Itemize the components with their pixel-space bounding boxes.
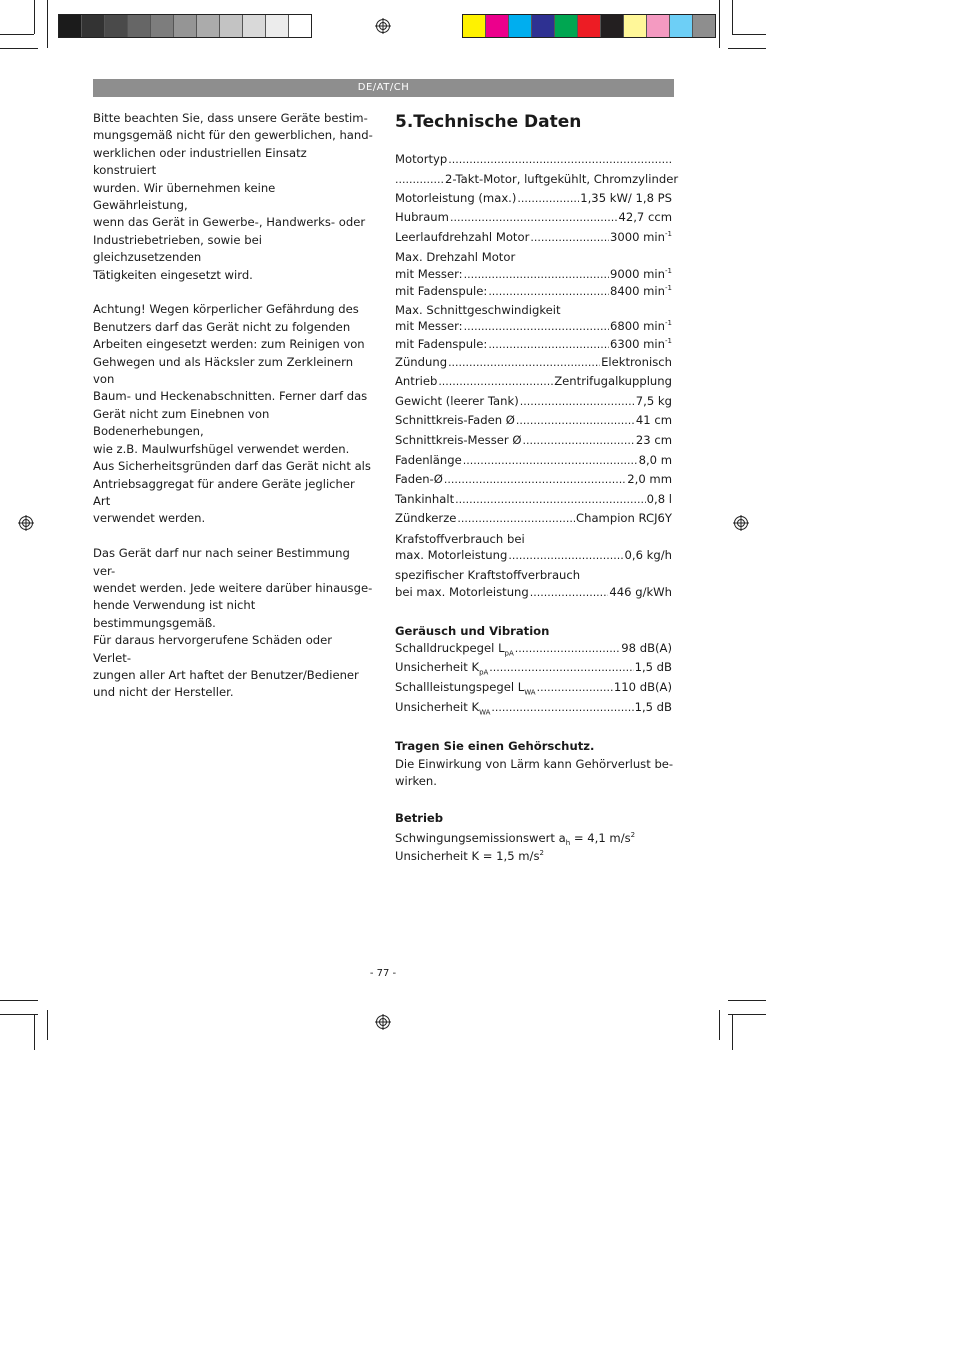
spec-value	[627, 472, 672, 486]
spec-label	[395, 230, 529, 244]
superscript: -1	[665, 284, 672, 293]
spec-value-text: Champion RCJ6Y	[576, 511, 672, 526]
text-line: Baum- und Heckenabschnitten. Ferner darf das	[93, 389, 368, 404]
spec-value-text: Elektronisch	[601, 354, 672, 369]
spec-value	[610, 337, 672, 351]
spec-row	[395, 337, 672, 355]
spec-value	[635, 700, 672, 714]
spec-value: 0,6 kg/h	[624, 548, 672, 563]
spec-label-text: Hubraum	[395, 210, 449, 225]
spec-label	[395, 680, 536, 696]
spec-label	[395, 413, 515, 427]
spec-value-text: 41 cm	[635, 413, 672, 428]
spec-label-text: Leerlaufdrehzahl Motor	[395, 229, 530, 244]
gray-swatch	[174, 15, 197, 37]
noise-heading: Geräusch und Vibration	[395, 624, 550, 639]
superscript: -1	[665, 266, 672, 275]
spec-row	[395, 492, 672, 512]
spec-value-text: 23 cm	[635, 432, 672, 447]
spec-label	[395, 472, 443, 486]
region-label: DE/AT/CH	[357, 82, 410, 93]
text-part: Schwingungsemissionswert a	[395, 831, 566, 846]
spec-value	[618, 210, 672, 224]
spec-value	[610, 267, 672, 281]
subscript: h	[565, 839, 571, 848]
spec-row-kraftstoff	[395, 548, 672, 567]
text-line: wie z.B. Maulwurfshügel verwendet werden.	[93, 441, 350, 456]
spec-value	[580, 191, 672, 205]
spec-label-text: Fadenlänge	[395, 452, 462, 467]
color-swatch	[624, 15, 647, 37]
spec-value	[554, 374, 672, 388]
spec-value-text: 110 dB(A)	[613, 680, 672, 695]
color-swatch	[486, 15, 509, 37]
text-line: Achtung! Wegen körperlicher Gefährdung des	[93, 302, 359, 317]
spec-row-motortyp	[395, 152, 672, 172]
spec-label	[395, 641, 514, 657]
gray-swatch	[220, 15, 243, 37]
spec-value-text: Zentrifugalkupplung	[554, 374, 672, 389]
gray-swatch	[105, 15, 128, 37]
spec-list-schnitt	[395, 319, 672, 354]
spec-row	[395, 700, 672, 720]
spec-value-text: 42,7 ccm	[618, 210, 672, 225]
spec-row	[395, 267, 672, 285]
spec-label: max. Motorleistung	[395, 548, 508, 563]
text-line: Das Gerät darf nur nach seiner Bestimmung ver-	[93, 546, 350, 578]
text-line: werklichen oder industriellen Einsatz konstruiert	[93, 145, 307, 178]
gray-color-bar	[58, 14, 312, 38]
spec-list-motor	[395, 191, 672, 250]
vibration-value	[395, 827, 672, 848]
spec-value-text: 3000 min	[609, 229, 666, 244]
spec-row	[395, 284, 672, 302]
spec-label-text: Antrieb	[395, 374, 438, 389]
spec-value-text: 8,0 m	[638, 452, 672, 467]
spec-label-text: Faden-Ø	[395, 472, 443, 487]
spec-value	[639, 453, 672, 467]
spec-label	[395, 284, 487, 298]
color-swatch	[601, 15, 624, 37]
color-swatch	[693, 15, 715, 37]
spec-label-text: Schnittkreis-Messer Ø	[395, 432, 522, 447]
left-column	[93, 110, 373, 719]
text-line: und nicht der Hersteller.	[93, 685, 234, 700]
paragraph-liability	[93, 545, 373, 702]
spec-label	[395, 374, 437, 388]
text-line: Bitte beachten Sie, dass unsere Geräte bestim-	[93, 111, 368, 125]
spec-row	[395, 230, 672, 250]
spec-list-drehzahl	[395, 267, 672, 302]
spec-label	[395, 492, 454, 506]
spec-label	[395, 337, 487, 351]
text-line: zungen aller Art haftet der Benutzer/Bediener	[93, 667, 359, 682]
spec-label	[395, 191, 516, 205]
spec-value: 446 g/kWh	[609, 584, 672, 599]
spec-value-text: 6300 min	[609, 336, 666, 351]
text-line: Tätigkeiten eingesetzt wird.	[93, 267, 253, 282]
spec-value	[636, 413, 672, 427]
color-swatch	[555, 15, 578, 37]
spec-row-motortyp-value	[395, 171, 679, 191]
spec-label-text: Zündung	[395, 354, 448, 369]
subscript: pA	[479, 668, 489, 677]
paragraph-warning	[93, 301, 373, 527]
spec-value	[636, 433, 672, 447]
paragraph-usage	[93, 110, 373, 284]
text-line: Arbeiten eingesetzt werden: zum Reinigen von	[93, 337, 365, 352]
spec-value	[614, 680, 672, 694]
gray-swatch	[197, 15, 220, 37]
subscript: pA	[504, 649, 514, 658]
text-part: Unsicherheit K = 1,5 m/s	[395, 848, 540, 863]
gray-swatch	[151, 15, 174, 37]
spec-row	[395, 433, 672, 453]
technical-data-column	[395, 110, 679, 863]
spec-row	[395, 374, 672, 394]
spec-value-text: 1,5 dB	[634, 660, 672, 675]
spec-value	[636, 394, 672, 408]
spec-value	[576, 511, 672, 525]
text-line: Gehwegen und als Häcksler zum Zerkleinern von	[93, 354, 354, 387]
spec-value-text: 1,5 dB	[634, 699, 672, 714]
process-color-bar	[462, 14, 716, 38]
registration-mark-icon	[375, 1014, 391, 1030]
spec-value	[635, 660, 672, 674]
color-swatch	[532, 15, 555, 37]
superscript: -1	[665, 337, 672, 346]
superscript: -1	[665, 229, 672, 238]
spec-row	[395, 394, 672, 414]
text-line: wurden. Wir übernehmen keine Gewährleistung,	[93, 180, 276, 213]
text-line: Für daraus hervorgerufene Schäden oder Verlet-	[93, 633, 333, 665]
spec-label-text: Unsicherheit K	[395, 660, 480, 675]
spec-label-text: Unsicherheit K	[395, 699, 480, 714]
spec-label	[395, 394, 519, 408]
spec-row	[395, 511, 672, 531]
superscript: 2	[539, 848, 544, 857]
spec-label: Motortyp	[395, 152, 448, 166]
spec-row	[395, 355, 672, 375]
spec-label	[395, 355, 447, 369]
spec-value	[647, 492, 672, 506]
spec-row	[395, 413, 672, 433]
spec-row	[395, 319, 672, 337]
text-line: Benutzers darf das Gerät nicht zu folgenden	[93, 319, 351, 334]
gray-swatch	[289, 15, 311, 37]
gray-swatch	[266, 15, 289, 37]
spec-label-text: Gewicht (leerer Tank)	[395, 393, 519, 408]
text-line: Industriebetrieben, sowie bei gleichzusetzenden	[93, 232, 262, 265]
spec-value-text: 98 dB(A)	[621, 640, 672, 655]
spec-label-text: Zündkerze	[395, 511, 457, 526]
spec-row	[395, 210, 672, 230]
spec-value	[621, 641, 672, 655]
spec-list-general	[395, 355, 672, 531]
spec-label	[395, 433, 521, 447]
color-swatch	[647, 15, 670, 37]
registration-mark-icon	[733, 515, 749, 531]
spec-value-text: 9000 min	[609, 266, 666, 281]
drehzahl-heading: Max. Drehzahl Motor	[395, 250, 516, 265]
superscript: -1	[665, 319, 672, 328]
spec-label-text: mit Messer:	[395, 319, 463, 334]
spec-row-spezifisch	[395, 585, 672, 605]
text-line: Antriebsaggregat für andere Geräte jeglicher Art	[93, 476, 355, 508]
superscript: 2	[630, 831, 636, 840]
spec-value-text: 1,35 kW/ 1,8 PS	[580, 190, 672, 205]
spec-label	[395, 511, 456, 525]
spec-value-text: 6800 min	[609, 319, 666, 334]
spec-row	[395, 680, 672, 700]
region-header-bar	[93, 79, 674, 97]
spec-label-text: Schallleistungspegel L	[395, 680, 525, 695]
spec-label-text: Schalldruckpegel L	[395, 640, 505, 655]
kraftstoff-heading: Krafstoffverbrauch bei	[395, 531, 525, 546]
spec-row	[395, 472, 672, 492]
spec-value-text: 7,5 kg	[635, 393, 672, 408]
text-line: wendet werden. Jede weitere darüber hinausge-	[93, 580, 373, 595]
hearing-heading: Tragen Sie einen Gehörschutz.	[395, 739, 595, 754]
vibration-uncertainty	[395, 845, 672, 862]
spec-label	[395, 700, 490, 716]
spec-list-noise	[395, 641, 672, 719]
spec-row	[395, 641, 672, 661]
spec-value: 2-Takt-Motor, luftgekühlt, Chromzylinder	[445, 171, 679, 186]
spec-label-text: mit Fadenspule:	[395, 336, 488, 351]
spezifisch-heading: spezifischer Kraftstoffverbrauch	[395, 568, 581, 583]
spec-value-text: 0,8 l	[646, 491, 672, 506]
spec-label	[395, 267, 463, 281]
spec-label-text: Tankinhalt	[395, 491, 455, 506]
schnitt-heading: Max. Schnittgeschwindigkeit	[395, 302, 561, 317]
text-line: Aus Sicherheitsgründen darf das Gerät nicht als	[93, 459, 371, 474]
gray-swatch	[243, 15, 266, 37]
spec-value	[610, 284, 672, 298]
spec-label	[395, 660, 488, 676]
color-swatch	[463, 15, 486, 37]
text-line: wirken.	[395, 774, 437, 789]
spec-label	[395, 453, 462, 467]
spec-row	[395, 453, 672, 473]
text-line: hende Verwendung ist nicht bestimmungsgemäß.	[93, 598, 256, 630]
gray-swatch	[59, 15, 82, 37]
spec-label-text: Schnittkreis-Faden Ø	[395, 413, 515, 428]
spec-label-text: mit Fadenspule:	[395, 284, 488, 299]
page-number: - 77 -	[369, 968, 397, 979]
color-swatch	[670, 15, 693, 37]
text-line: Gerät nicht zum Einebnen von Bodenerhebungen,	[93, 406, 270, 439]
spec-value-text: 8400 min	[609, 284, 666, 299]
color-swatch	[578, 15, 601, 37]
text-line: mungsgemäß nicht für den gewerblichen, hand-	[93, 128, 373, 143]
spec-label	[395, 210, 449, 224]
spec-label	[395, 319, 463, 333]
text-part: = 4,1 m/s	[570, 831, 631, 846]
spec-label: bei max. Motorleistung	[395, 584, 529, 599]
registration-mark-icon	[375, 18, 391, 34]
text-line: wenn das Gerät in Gewerbe-, Handwerks- oder	[93, 215, 366, 230]
text-line: Die Einwirkung von Lärm kann Gehörverlust be-	[395, 756, 674, 771]
spec-value	[610, 319, 672, 333]
registration-mark-icon	[18, 515, 34, 531]
subscript: WA	[524, 688, 536, 697]
spec-row	[395, 660, 672, 680]
text-line: verwendet werden.	[93, 511, 206, 526]
spec-row	[395, 191, 672, 211]
spec-value	[610, 230, 672, 244]
spec-value	[601, 355, 672, 369]
section-title: 5.Technische Daten	[395, 112, 582, 132]
spec-label-text: Motorleistung (max.)	[395, 190, 517, 205]
subscript: WA	[479, 707, 491, 716]
gray-swatch	[82, 15, 105, 37]
betrieb-heading: Betrieb	[395, 810, 444, 825]
spec-value-text: 2,0 mm	[627, 472, 672, 487]
gray-swatch	[128, 15, 151, 37]
color-swatch	[509, 15, 532, 37]
spec-label-text: mit Messer:	[395, 266, 463, 281]
